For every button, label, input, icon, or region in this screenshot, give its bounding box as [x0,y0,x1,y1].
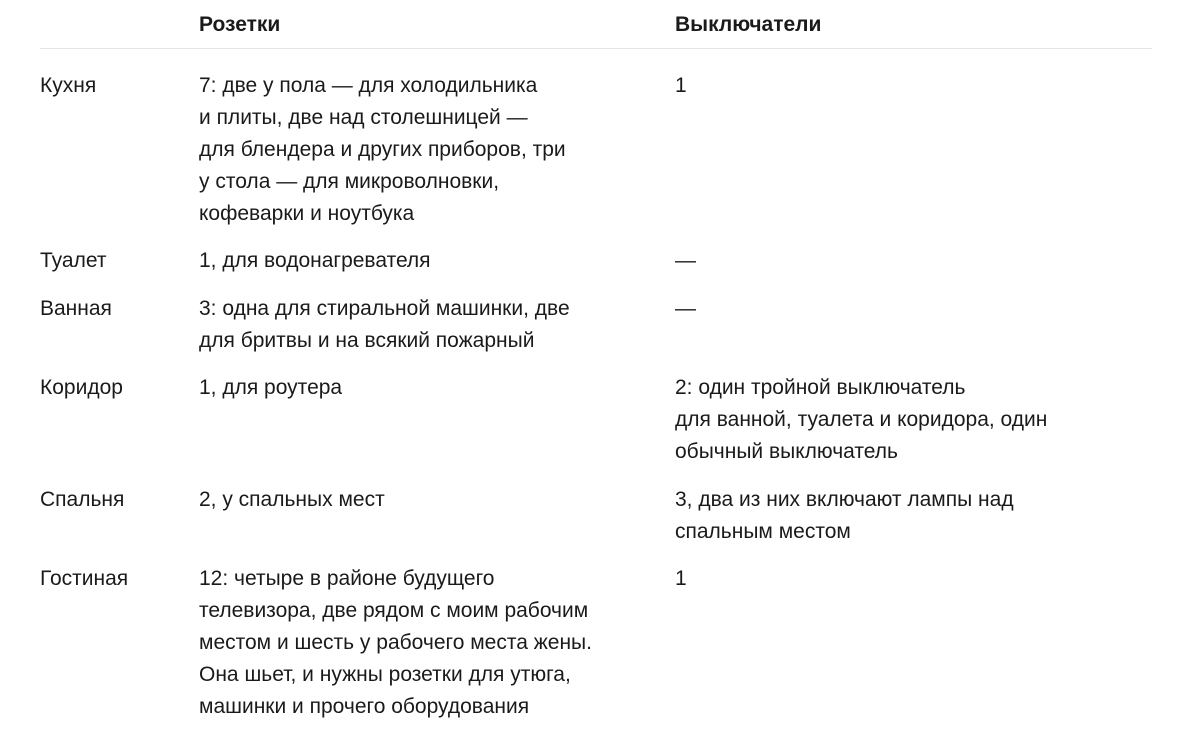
header-sockets: Розетки [199,13,281,36]
header-switches: Выключатели [675,13,822,36]
switches-cell: 3, два из них включают лампы над спальным местом [675,488,1014,543]
sockets-cell: 7: две у пола — для холодильника и плиты, две над столешницей — для блендера и других приборов, три у стола — для микроволновки, кофеварки и ноутбука [199,74,566,225]
sockets-cell: 2, у спальных мест [199,488,385,511]
switches-cell: 2: один тройной выключатель для ванной, туалета и коридора, один обычный выключатель [675,376,1048,463]
room-name: Кухня [40,74,97,97]
table-header [40,0,1152,49]
switches-cell: — [675,249,696,272]
room-name: Коридор [40,376,123,399]
rooms-table [40,0,1152,718]
room-name: Туалет [40,249,107,272]
switches-cell: — [675,297,696,320]
sockets-cell: 3: одна для стиральной машинки, две для бритвы и на всякий пожарный [199,297,570,352]
room-name: Гостиная [40,567,129,590]
room-name: Спальня [40,488,125,511]
sockets-cell: 12: четыре в районе будущего телевизора, две рядом с моим рабочим местом и шесть у рабочего места жены. Она шьет, и нужны розетки для утюга, машинки и прочего оборудования [199,567,592,718]
room-name: Ванная [40,297,112,320]
switches-cell: 1 [675,567,687,590]
sockets-cell: 1, для роутера [199,376,343,399]
switches-cell: 1 [675,74,687,97]
sockets-cell: 1, для водонагревателя [199,249,431,272]
